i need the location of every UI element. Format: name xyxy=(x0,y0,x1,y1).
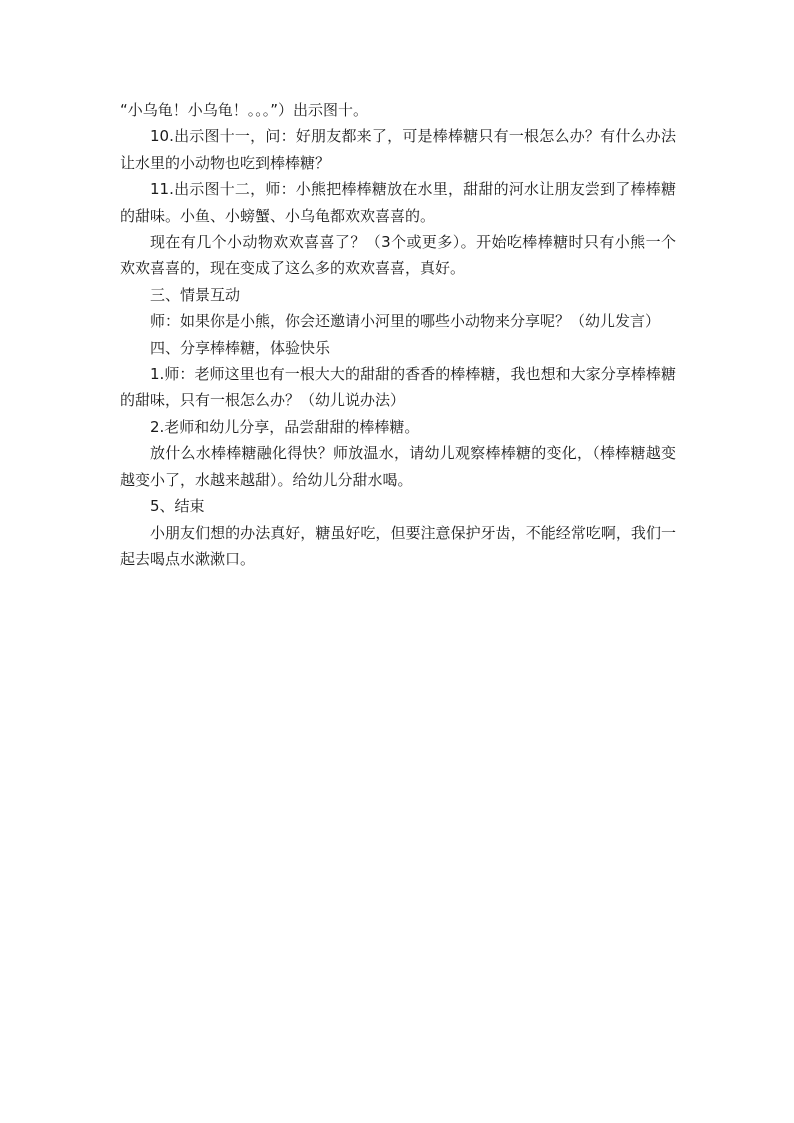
section-heading-ending: 5、结束 xyxy=(150,497,205,516)
paragraph-sharing-step-1: 1.师：老师这里也有一根大大的甜甜的香香的棒棒糖，我也想和大家分享棒棒糖的甜味，只有一根怎么办？（幼儿说办法） xyxy=(120,365,676,410)
paragraph-conclusion: 小朋友们想的办法真好，糖虽好吃，但要注意保护牙齿，不能经常吃啊，我们一起去喝点水漱漱口。 xyxy=(120,523,676,568)
paragraph-step-11: 11.出示图十二，师：小熊把棒棒糖放在水里，甜甜的河水让朋友尝到了棒棒糖的甜味。小鱼、小螃蟹、小乌龟都欢欢喜喜的。 xyxy=(120,180,676,225)
paragraph-happy-animals: 现在有几个小动物欢欢喜喜了？（3个或更多）。开始吃棒棒糖时只有小熊一个欢欢喜喜的，现在变成了这么多的欢欢喜喜，真好。 xyxy=(120,233,676,278)
paragraph-sharing-step-2: 2.老师和幼儿分享，品尝甜甜的棒棒糖。 xyxy=(150,417,420,436)
document-body xyxy=(120,97,676,572)
paragraph-warm-water: 放什么水棒棒糖融化得快？师放温水，请幼儿观察棒棒糖的变化，（棒棒糖越变越变小了，水越来越甜）。给幼儿分甜水喝。 xyxy=(120,444,676,489)
section-heading-interaction: 三、情景互动 xyxy=(150,285,241,304)
paragraph-teacher-question: 师：如果你是小熊，你会还邀请小河里的哪些小动物来分享呢？（幼儿发言） xyxy=(150,312,661,331)
paragraph-step-10: 10.出示图十一，问：好朋友都来了，可是棒棒糖只有一根怎么办？有什么办法让水里的小动物也吃到棒棒糖？ xyxy=(120,127,676,172)
section-heading-sharing: 四、分享棒棒糖，体验快乐 xyxy=(150,338,331,357)
paragraph-quote-continuation: “小乌龟！小乌龟！。。。”）出示图十。 xyxy=(120,101,369,119)
